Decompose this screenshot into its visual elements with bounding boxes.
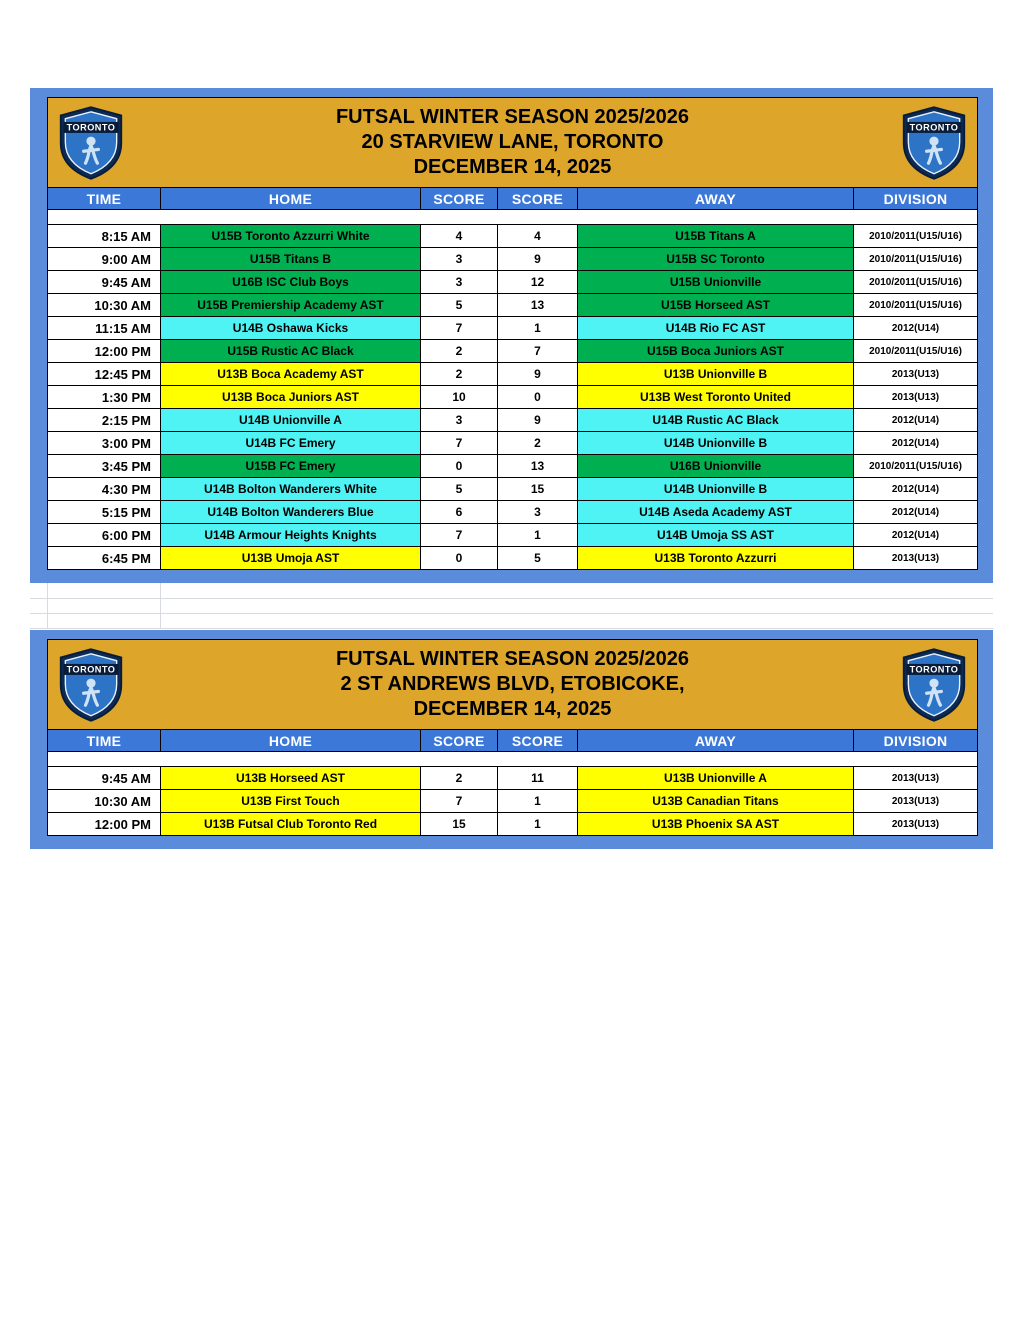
match-row (48, 432, 978, 455)
away-team-cell: U13B West Toronto United (578, 386, 854, 409)
spreadsheet-gridline (30, 598, 993, 599)
home-team-cell: U13B First Touch (161, 790, 421, 813)
col-header-away: AWAY (578, 188, 854, 210)
home-team-cell: U13B Umoja AST (161, 547, 421, 570)
home-score-cell: 7 (421, 790, 498, 813)
schedule-table-starview (47, 97, 978, 570)
away-score-cell: 0 (498, 386, 578, 409)
home-team-cell: U13B Horseed AST (161, 767, 421, 790)
time-cell: 4:30 PM (48, 478, 161, 501)
away-score-cell: 3 (498, 501, 578, 524)
home-team-cell: U15B Premiership Academy AST (161, 294, 421, 317)
away-score-cell: 12 (498, 271, 578, 294)
away-team-cell: U15B Titans A (578, 225, 854, 248)
match-row (48, 317, 978, 340)
match-row (48, 386, 978, 409)
away-score-cell: 1 (498, 317, 578, 340)
division-cell: 2013(U13) (854, 813, 978, 836)
division-cell: 2012(U14) (854, 409, 978, 432)
match-row (48, 813, 978, 836)
away-team-cell: U14B Aseda Academy AST (578, 501, 854, 524)
home-score-cell: 15 (421, 813, 498, 836)
home-score-cell: 7 (421, 432, 498, 455)
time-cell: 2:15 PM (48, 409, 161, 432)
match-row (48, 363, 978, 386)
col-header-time: TIME (48, 730, 161, 752)
title-line-season: FUTSAL WINTER SEASON 2025/2026 (335, 648, 690, 670)
division-cell: 2013(U13) (854, 547, 978, 570)
col-header-home-score: SCORE (421, 188, 498, 210)
division-cell: 2010/2011(U15/U16) (854, 455, 978, 478)
column-header-row (48, 730, 978, 752)
time-cell: 6:45 PM (48, 547, 161, 570)
venue-panel-starview (30, 88, 993, 583)
division-cell: 2012(U14) (854, 478, 978, 501)
match-row (48, 790, 978, 813)
title-line-venue: 20 STARVIEW LANE, TORONTO (361, 131, 664, 153)
spacer-row (48, 752, 978, 767)
title-line-date: DECEMBER 14, 2025 (413, 698, 612, 720)
match-row (48, 524, 978, 547)
home-score-cell: 0 (421, 455, 498, 478)
table-title (124, 647, 901, 722)
time-cell: 10:30 AM (48, 790, 161, 813)
column-header-row (48, 188, 978, 210)
home-team-cell: U13B Boca Academy AST (161, 363, 421, 386)
spreadsheet-gridline (160, 583, 161, 628)
home-score-cell: 10 (421, 386, 498, 409)
home-score-cell: 3 (421, 409, 498, 432)
col-header-division: DIVISION (854, 188, 978, 210)
home-team-cell: U14B Bolton Wanderers Blue (161, 501, 421, 524)
away-team-cell: U14B Unionville B (578, 432, 854, 455)
col-header-away-score: SCORE (498, 730, 578, 752)
match-row (48, 478, 978, 501)
col-header-home: HOME (161, 188, 421, 210)
toronto-crest-logo (58, 648, 124, 722)
away-score-cell: 7 (498, 340, 578, 363)
division-cell: 2013(U13) (854, 363, 978, 386)
time-cell: 5:15 PM (48, 501, 161, 524)
match-row (48, 455, 978, 478)
home-team-cell: U14B Unionville A (161, 409, 421, 432)
title-line-season: FUTSAL WINTER SEASON 2025/2026 (335, 106, 690, 128)
away-team-cell: U13B Unionville B (578, 363, 854, 386)
time-cell: 3:00 PM (48, 432, 161, 455)
home-team-cell: U14B Armour Heights Knights (161, 524, 421, 547)
away-team-cell: U15B Horseed AST (578, 294, 854, 317)
spreadsheet-gridline (47, 583, 48, 628)
away-team-cell: U13B Unionville A (578, 767, 854, 790)
time-cell: 1:30 PM (48, 386, 161, 409)
away-score-cell: 1 (498, 813, 578, 836)
away-score-cell: 1 (498, 790, 578, 813)
away-team-cell: U13B Canadian Titans (578, 790, 854, 813)
match-row (48, 409, 978, 432)
division-cell: 2010/2011(U15/U16) (854, 248, 978, 271)
match-row (48, 767, 978, 790)
home-score-cell: 4 (421, 225, 498, 248)
time-cell: 12:00 PM (48, 340, 161, 363)
away-score-cell: 13 (498, 294, 578, 317)
away-score-cell: 1 (498, 524, 578, 547)
division-cell: 2010/2011(U15/U16) (854, 225, 978, 248)
match-row (48, 340, 978, 363)
col-header-away-score: SCORE (498, 188, 578, 210)
home-team-cell: U13B Futsal Club Toronto Red (161, 813, 421, 836)
away-team-cell: U16B Unionville (578, 455, 854, 478)
match-row (48, 294, 978, 317)
division-cell: 2012(U14) (854, 524, 978, 547)
home-score-cell: 3 (421, 248, 498, 271)
match-row (48, 501, 978, 524)
time-cell: 8:15 AM (48, 225, 161, 248)
division-cell: 2010/2011(U15/U16) (854, 340, 978, 363)
home-score-cell: 2 (421, 767, 498, 790)
table-header-band (48, 640, 978, 730)
away-score-cell: 9 (498, 409, 578, 432)
home-score-cell: 2 (421, 340, 498, 363)
home-team-cell: U15B Titans B (161, 248, 421, 271)
away-team-cell: U14B Unionville B (578, 478, 854, 501)
col-header-time: TIME (48, 188, 161, 210)
col-header-home: HOME (161, 730, 421, 752)
home-score-cell: 5 (421, 294, 498, 317)
away-team-cell: U15B Unionville (578, 271, 854, 294)
match-row (48, 225, 978, 248)
col-header-division: DIVISION (854, 730, 978, 752)
away-score-cell: 9 (498, 363, 578, 386)
away-score-cell: 15 (498, 478, 578, 501)
col-header-away: AWAY (578, 730, 854, 752)
home-team-cell: U14B Bolton Wanderers White (161, 478, 421, 501)
col-header-home-score: SCORE (421, 730, 498, 752)
match-row (48, 271, 978, 294)
toronto-crest-logo (901, 648, 967, 722)
time-cell: 9:45 AM (48, 767, 161, 790)
division-cell: 2012(U14) (854, 432, 978, 455)
away-team-cell: U14B Umoja SS AST (578, 524, 854, 547)
match-row (48, 547, 978, 570)
away-team-cell: U13B Toronto Azzurri (578, 547, 854, 570)
division-cell: 2010/2011(U15/U16) (854, 271, 978, 294)
home-score-cell: 3 (421, 271, 498, 294)
schedule-table-st-andrews (47, 639, 978, 836)
division-cell: 2013(U13) (854, 767, 978, 790)
away-score-cell: 9 (498, 248, 578, 271)
home-team-cell: U15B FC Emery (161, 455, 421, 478)
time-cell: 9:45 AM (48, 271, 161, 294)
home-score-cell: 6 (421, 501, 498, 524)
toronto-crest-logo (58, 106, 124, 180)
away-score-cell: 5 (498, 547, 578, 570)
venue-panel-st-andrews (30, 630, 993, 849)
home-team-cell: U13B Boca Juniors AST (161, 386, 421, 409)
home-score-cell: 7 (421, 524, 498, 547)
title-line-venue: 2 ST ANDREWS BLVD, ETOBICOKE, (340, 673, 685, 695)
home-score-cell: 2 (421, 363, 498, 386)
home-score-cell: 7 (421, 317, 498, 340)
time-cell: 10:30 AM (48, 294, 161, 317)
home-team-cell: U15B Rustic AC Black (161, 340, 421, 363)
division-cell: 2013(U13) (854, 790, 978, 813)
time-cell: 3:45 PM (48, 455, 161, 478)
home-score-cell: 5 (421, 478, 498, 501)
away-team-cell: U14B Rustic AC Black (578, 409, 854, 432)
away-team-cell: U15B SC Toronto (578, 248, 854, 271)
toronto-crest-logo (901, 106, 967, 180)
spacer-row (48, 210, 978, 225)
away-score-cell: 11 (498, 767, 578, 790)
home-score-cell: 0 (421, 547, 498, 570)
division-cell: 2012(U14) (854, 501, 978, 524)
division-cell: 2013(U13) (854, 386, 978, 409)
away-score-cell: 4 (498, 225, 578, 248)
time-cell: 12:45 PM (48, 363, 161, 386)
division-cell: 2010/2011(U15/U16) (854, 294, 978, 317)
away-team-cell: U13B Phoenix SA AST (578, 813, 854, 836)
title-line-date: DECEMBER 14, 2025 (413, 156, 612, 178)
time-cell: 9:00 AM (48, 248, 161, 271)
division-cell: 2012(U14) (854, 317, 978, 340)
spreadsheet-gridline (30, 613, 993, 614)
away-score-cell: 2 (498, 432, 578, 455)
home-team-cell: U14B FC Emery (161, 432, 421, 455)
time-cell: 11:15 AM (48, 317, 161, 340)
home-team-cell: U15B Toronto Azzurri White (161, 225, 421, 248)
spreadsheet-gridline (30, 628, 993, 629)
home-team-cell: U16B ISC Club Boys (161, 271, 421, 294)
table-title (124, 105, 901, 180)
home-team-cell: U14B Oshawa Kicks (161, 317, 421, 340)
table-header-band (48, 98, 978, 188)
away-team-cell: U15B Boca Juniors AST (578, 340, 854, 363)
away-score-cell: 13 (498, 455, 578, 478)
away-team-cell: U14B Rio FC AST (578, 317, 854, 340)
match-row (48, 248, 978, 271)
time-cell: 6:00 PM (48, 524, 161, 547)
time-cell: 12:00 PM (48, 813, 161, 836)
